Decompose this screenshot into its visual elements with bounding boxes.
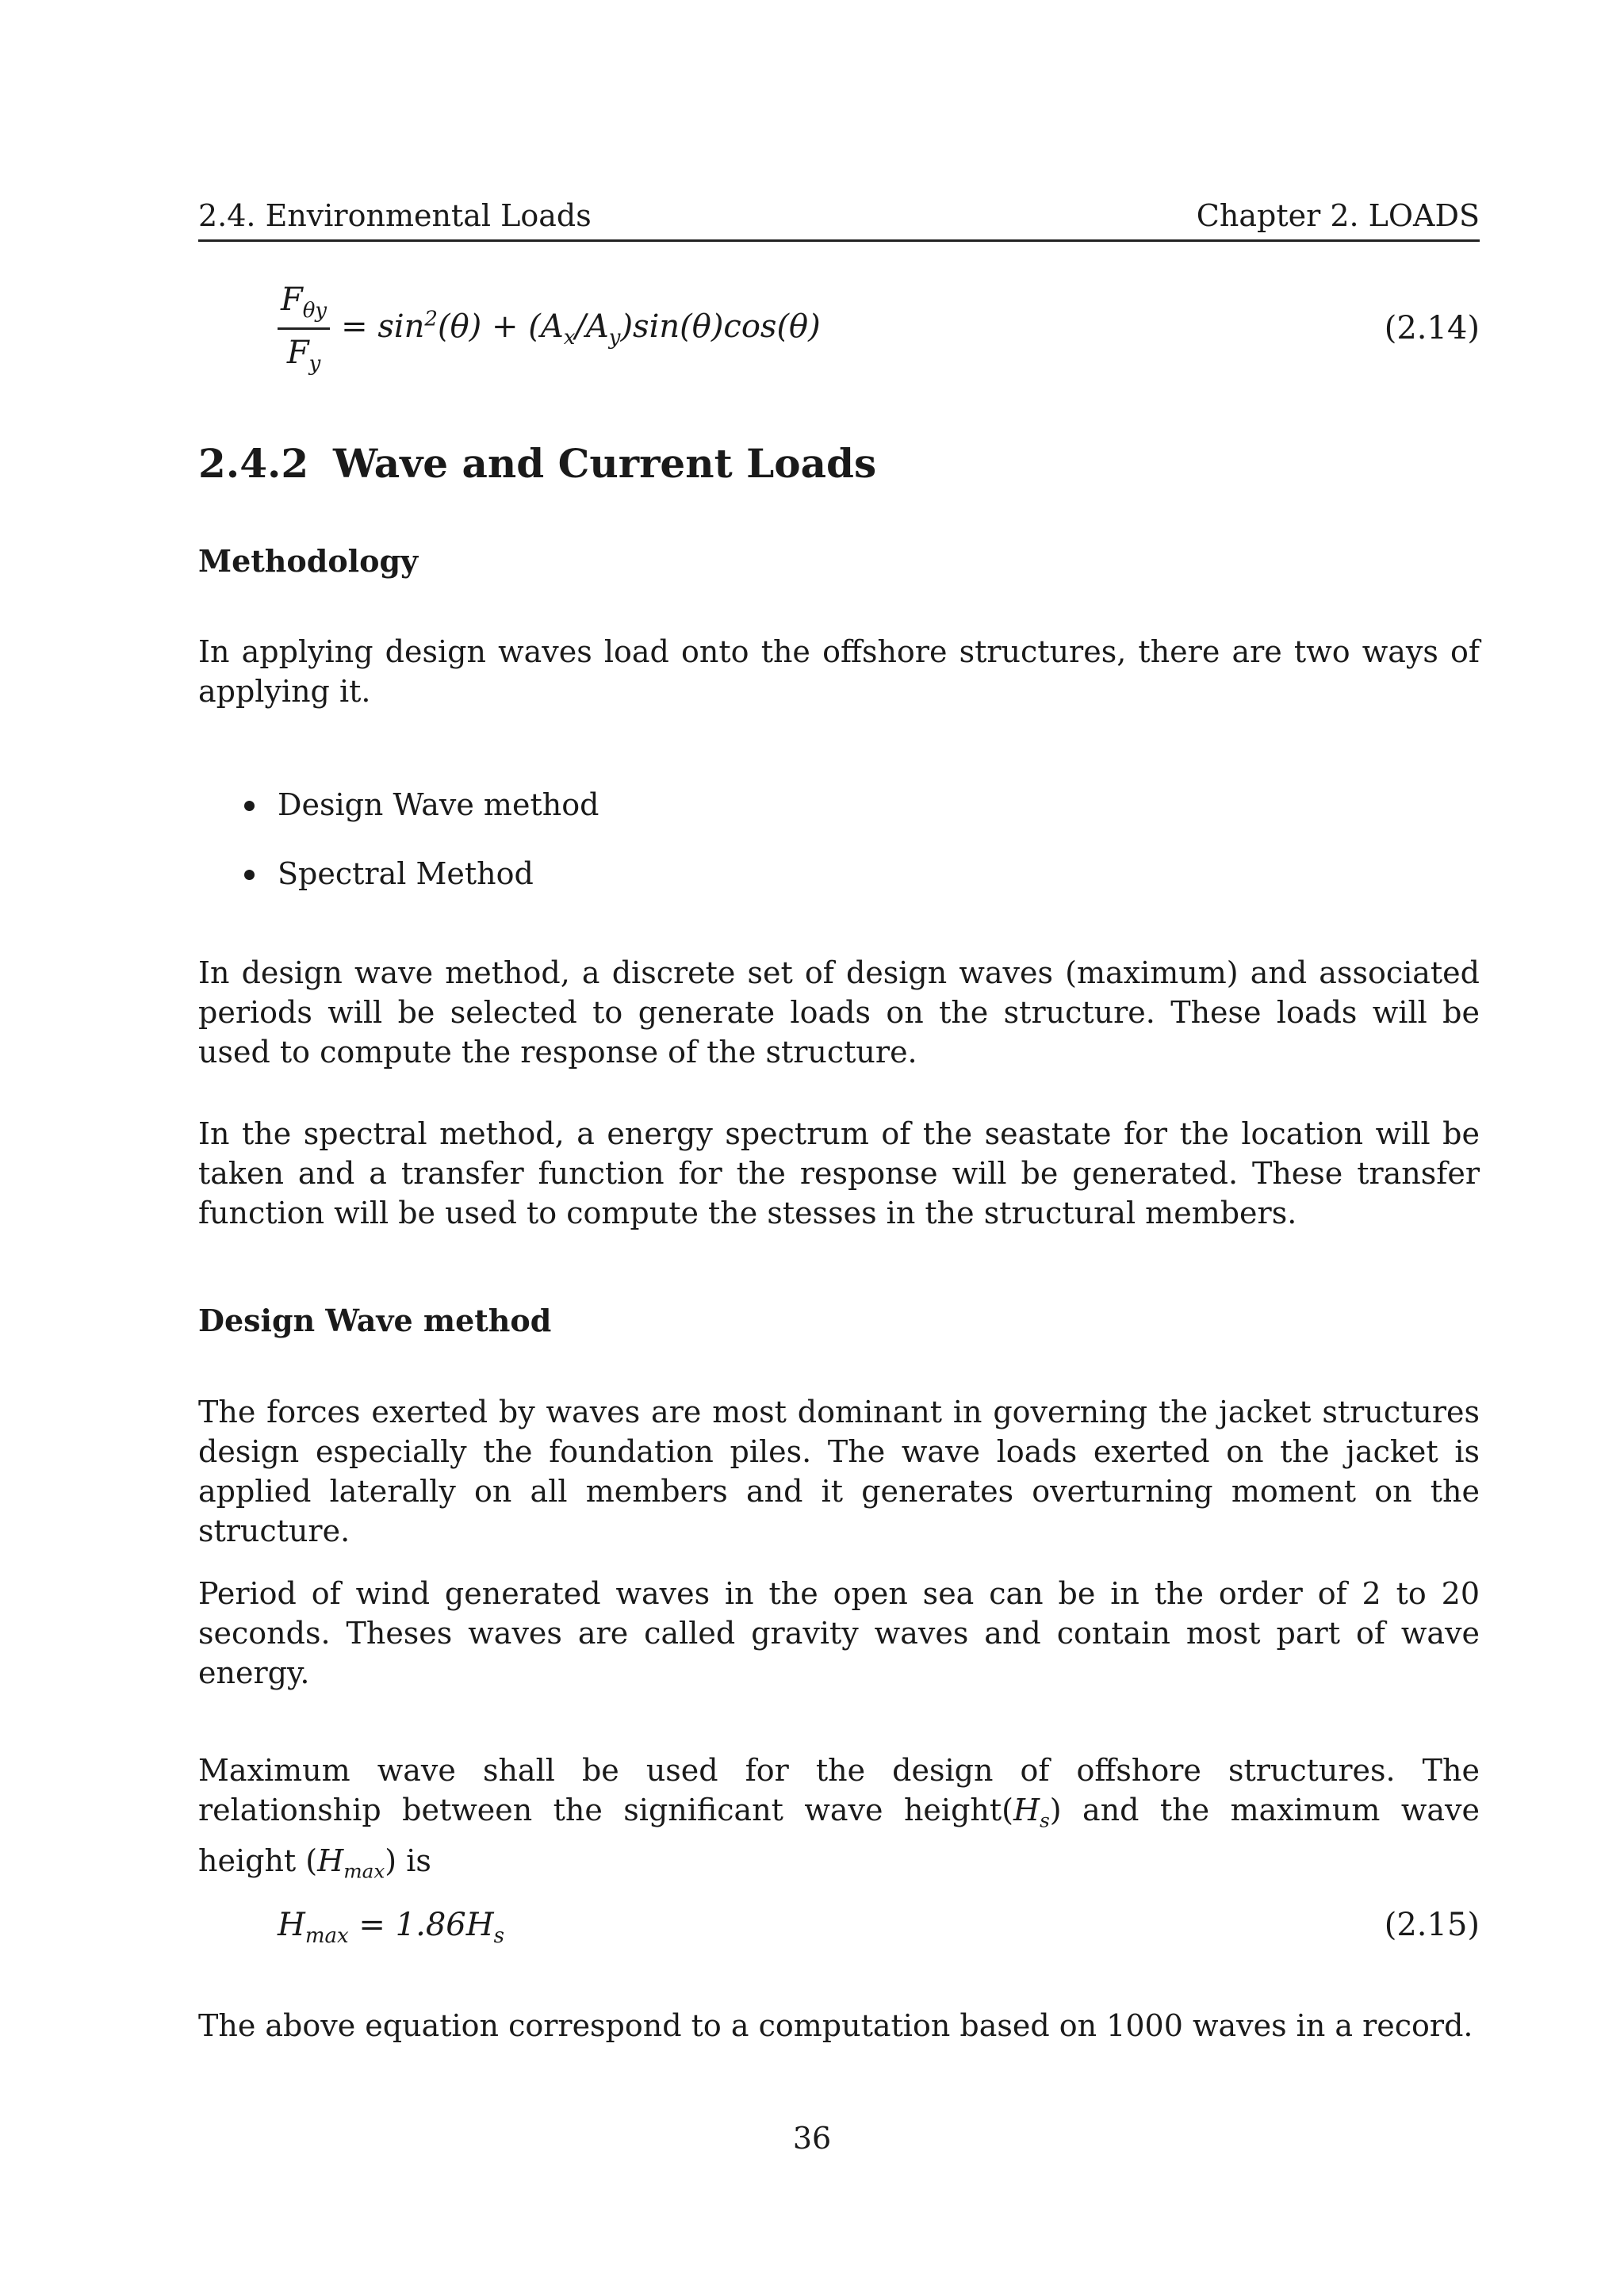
equation-2-14 — [278, 281, 1480, 376]
paragraph-wave-forces: The forces exerted by waves are most dominant in governing the jacket structures design especially the foundation piles. The wave loads exerted on the jacket is applied laterally on all members and it generates overturning moment on the structure. — [198, 1395, 1480, 1548]
fraction-denominator: $F_y$ — [286, 335, 321, 376]
fraction-numerator: $F_{\theta y}$ — [278, 281, 330, 330]
list-item: Design Wave method — [238, 785, 599, 854]
section-number: 2.4.2 — [198, 440, 309, 487]
paragraph-intro: In applying design waves load onto the offshore structures, there are two ways of applying it. — [198, 634, 1480, 709]
paragraph-closing: The above equation correspond to a computation based on 1000 waves in a record. — [198, 2008, 1473, 2043]
equation-rhs: = $\sin^2(\theta) + (A_x/A_y)\sin(\theta)\cos(\theta)$ — [341, 307, 821, 350]
equation-2-15: $H_{max} = 1.86H_s$ (2.15) — [278, 1901, 1480, 1949]
paragraph-wave-period: Period of wind generated waves in the open sea can be in the order of 2 to 20 seconds. Theses waves are called gravity waves and contain most part of wave energy. — [198, 1576, 1480, 1690]
paragraph-spectral-method: In the spectral method, a energy spectrum of the seastate for the location will be taken and a transfer function for the response will be generated. These transfer function will be used to compute the stesses in the structural members. — [198, 1116, 1480, 1230]
bullet-icon — [244, 801, 255, 811]
page-number: 36 — [792, 2121, 832, 2156]
method-list — [238, 785, 599, 923]
list-item: Spectral Method — [238, 854, 599, 923]
bullet-icon — [244, 870, 255, 880]
header-section: 2.4. Environmental Loads — [198, 198, 592, 233]
fraction — [278, 281, 330, 376]
paragraph-design-wave-method: In design wave method, a discrete set of design waves (maximum) and associated periods will be selected to generate loads on the structure. These loads will be used to compute the response of the structure. — [198, 955, 1480, 1070]
subheading-methodology: Methodology — [198, 543, 419, 579]
subheading-design-wave: Design Wave method — [198, 1303, 552, 1338]
paragraph-maximum-wave: Maximum wave shall be used for the design of offshore structures. The relationship between the significant wave $height(H_s)$ and the maximum wave height $(H_{max})$ is — [198, 1753, 1480, 1883]
equation-number: (2.14) — [1384, 310, 1480, 346]
header-chapter: Chapter 2. LOADS — [1196, 198, 1480, 233]
running-header — [198, 192, 1480, 242]
section-title: Wave and Current Loads — [333, 440, 877, 487]
section-heading — [198, 440, 876, 487]
equation-number: (2.15) — [1384, 1907, 1480, 1943]
